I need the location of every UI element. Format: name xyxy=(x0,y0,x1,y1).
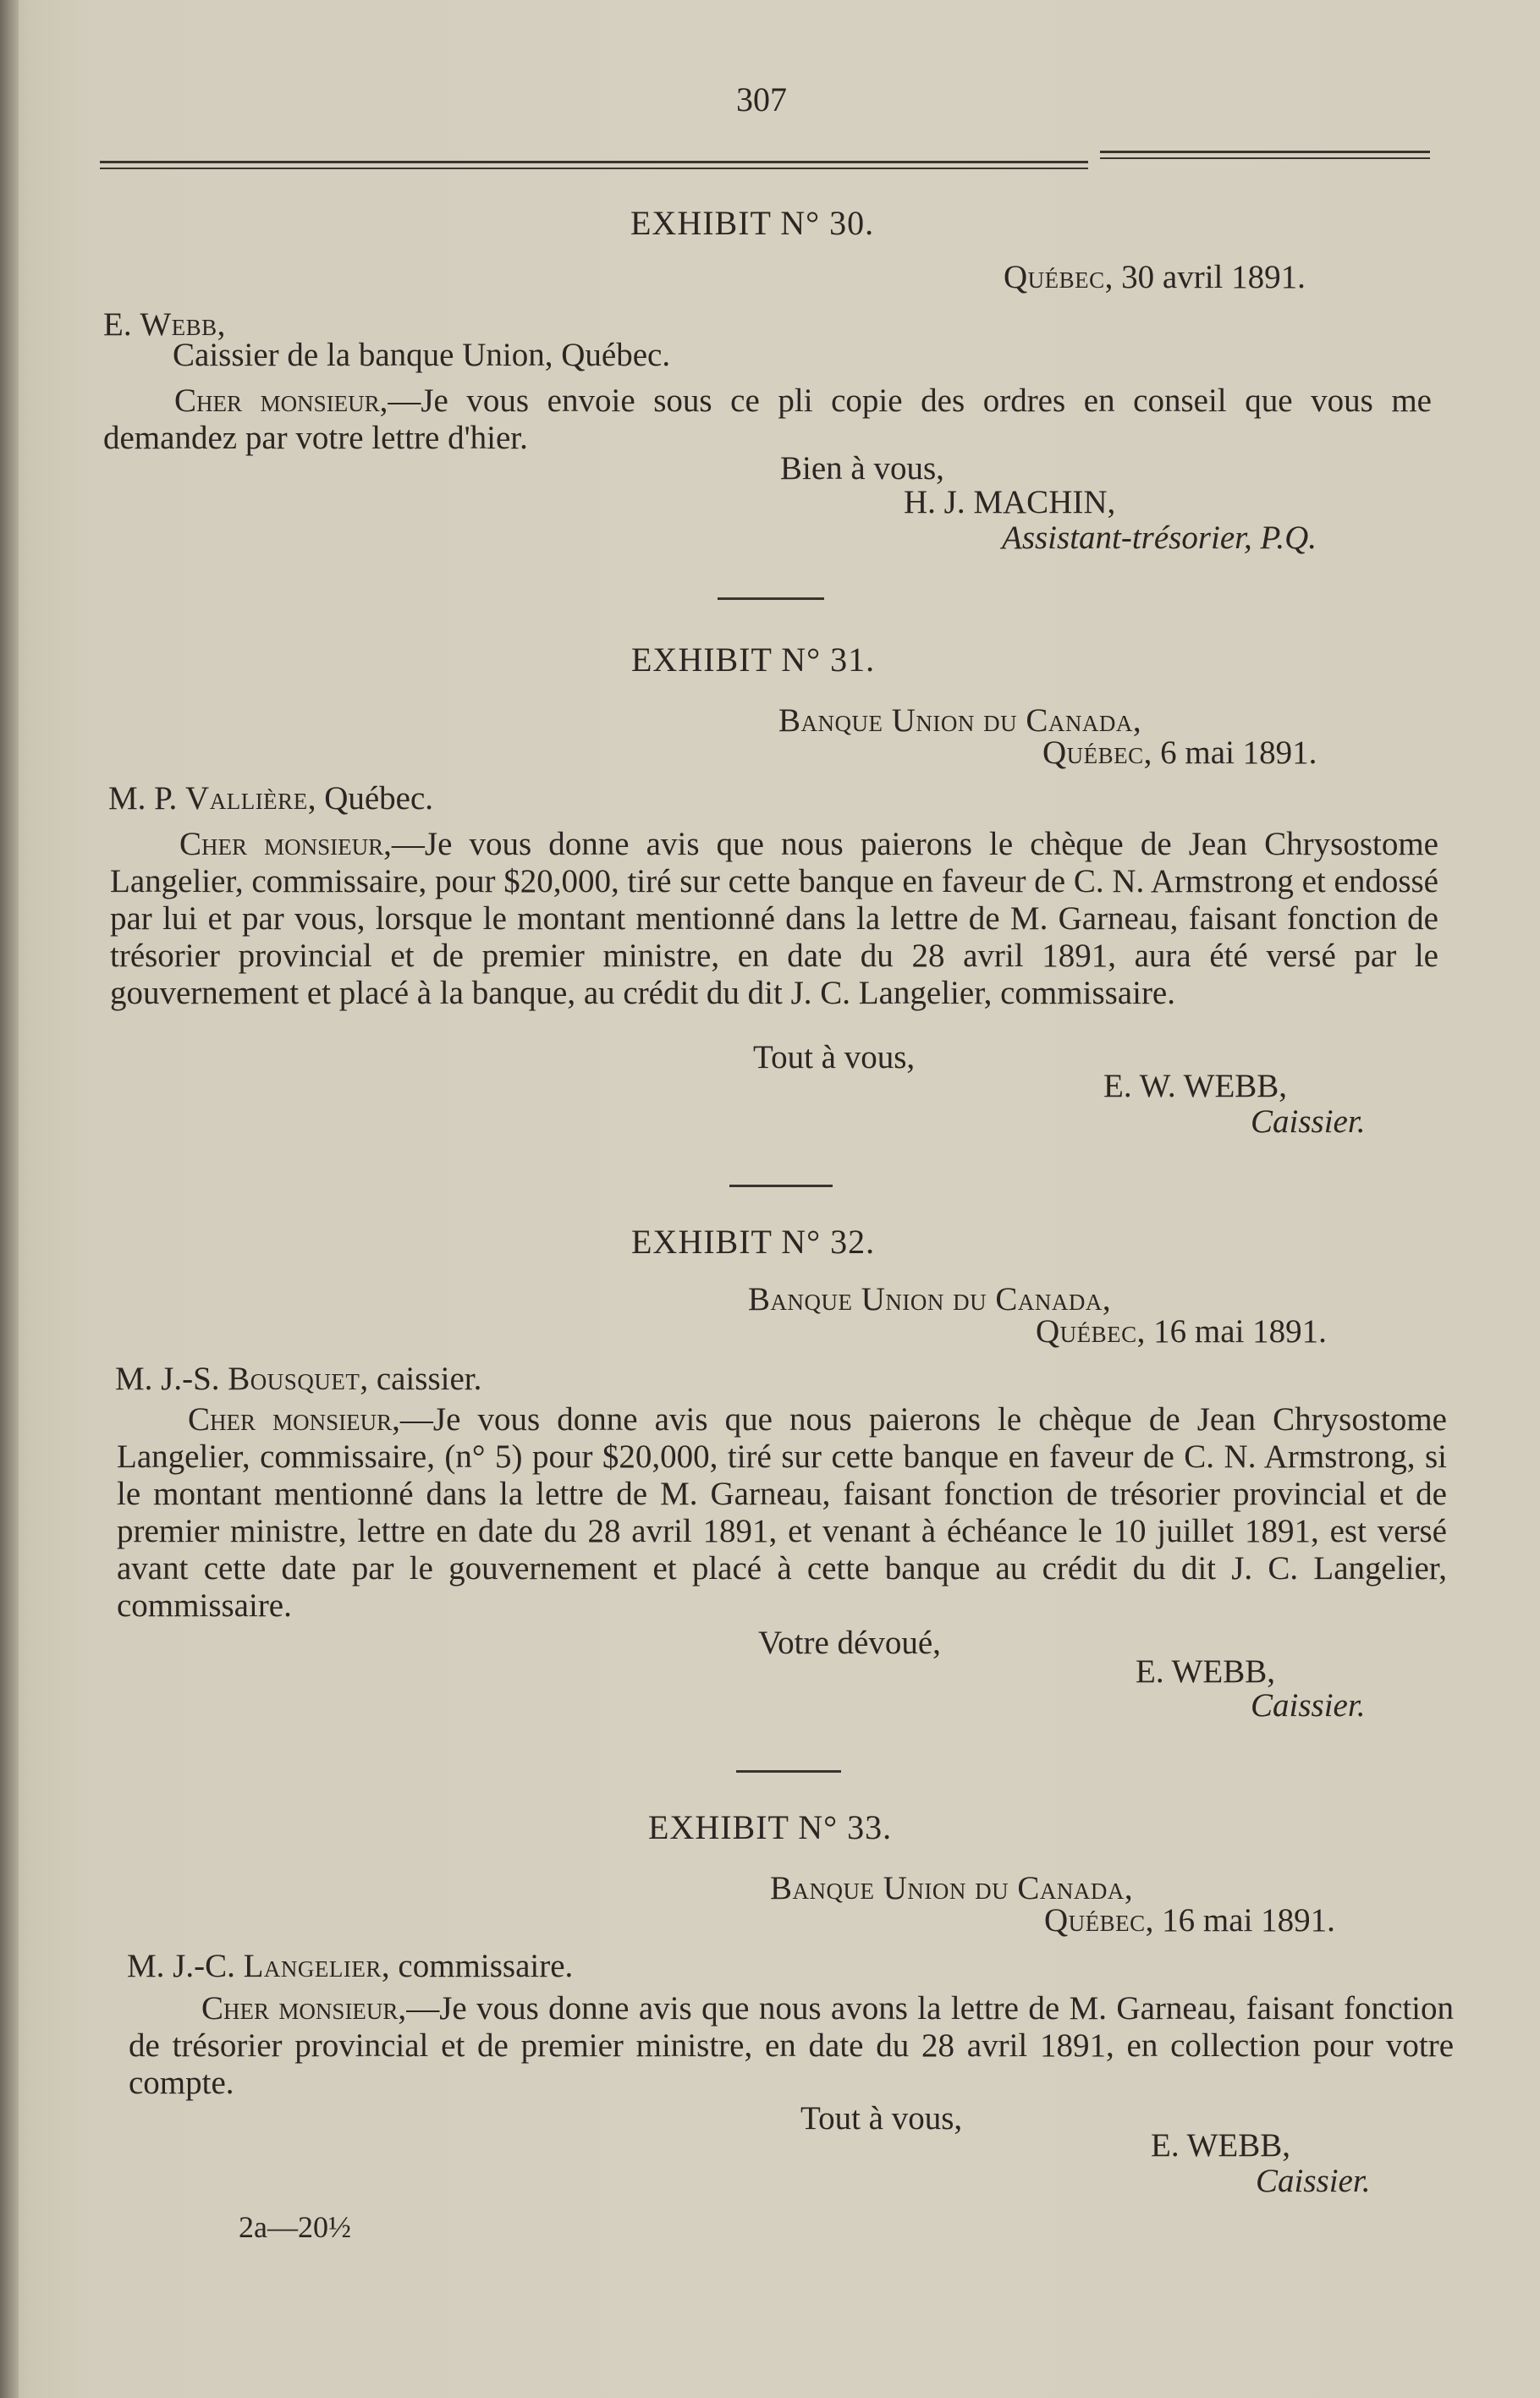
addressee-surname: Vallière xyxy=(185,780,308,817)
signer-title: Caissier. xyxy=(1251,1103,1366,1140)
addressee-surname: Webb, xyxy=(140,306,226,343)
salutation: Cher monsieur, xyxy=(179,826,392,862)
signer: H. J. MACHIN, xyxy=(904,484,1116,520)
exhibit-heading: EXHIBIT N° 33. xyxy=(648,1808,893,1846)
dateline-date: , 16 mai 1891. xyxy=(1145,1902,1335,1939)
bank-name: Banque Union du Canada, xyxy=(778,702,1142,739)
dateline xyxy=(1036,1315,1327,1348)
addressee-surname: Langelier xyxy=(243,1948,382,1984)
dateline-date: , 30 avril 1891. xyxy=(1104,259,1306,295)
addressee xyxy=(127,1950,573,1983)
addressee xyxy=(108,782,433,815)
addressee-surname: Bousquet xyxy=(228,1361,360,1397)
dateline-date: , 6 mai 1891. xyxy=(1143,734,1317,771)
bank-name: Banque Union du Canada, xyxy=(748,1281,1112,1317)
exhibit-heading: EXHIBIT N° 30. xyxy=(630,204,875,242)
addressee-prefix: M. P. xyxy=(108,780,178,817)
dateline-place: Québec xyxy=(1042,734,1144,771)
dateline xyxy=(1042,736,1317,769)
page-number: 307 xyxy=(736,80,787,118)
body-text: —Je vous donne avis que nous avons la lettre de M. Garneau, faisant fonction de trésorier provincial et de premier ministre, en date du 28 avril 1891, en collection pour votre compte. xyxy=(129,1990,1454,2101)
bank-name: Banque Union du Canada, xyxy=(770,1870,1134,1906)
signer: E. WEBB, xyxy=(1136,1653,1276,1690)
addressee xyxy=(115,1362,481,1395)
letter-body xyxy=(129,1990,1454,2102)
header-rule-right-lower xyxy=(1100,157,1430,159)
closing: Votre dévoué, xyxy=(758,1625,941,1661)
header-rule-right xyxy=(1100,151,1430,153)
addressee-title: Caissier de la banque Union, Québec. xyxy=(173,337,671,373)
header-rule-left xyxy=(100,161,1088,163)
addressee-initial: E. xyxy=(103,306,132,343)
body-text: —Je vous donne avis que nous paierons le chèque de Jean Chrysostome Langelier, commissaire, (n° 5) pour $20,000, tiré sur cette banque en faveur de C. N. Armstrong, si le montant mentionné dans la lettre de M. Garneau, faisant fonction de trésorier provincial et de premier ministre, lettre en date du 28 avril 1891, et venant à échéance le 10 juillet 1891, est versé avant cette date par le gouvernement et placé à cette banque au crédit du dit J. C. Langelier, commissaire. xyxy=(117,1401,1447,1624)
salutation: Cher monsieur, xyxy=(201,1990,407,2027)
separator-rule xyxy=(736,1770,841,1773)
separator-rule xyxy=(729,1185,833,1187)
header-rule-left-lower xyxy=(100,168,1088,169)
body-text: —Je vous donne avis que nous paierons le chèque de Jean Chrysostome Langelier, commissaire, pour $20,000, tiré sur cette banque en faveur de C. N. Armstrong et endossé par lui et par vous, lorsque le montant mentionné dans la lettre de M. Garneau, faisant fonction de trésorier provincial et de premier ministre, en date du 28 avril 1891, aura été versé par le gouvernement et placé à la banque, au crédit du dit J. C. Langelier, commissaire. xyxy=(110,826,1438,1011)
closing: Bien à vous, xyxy=(780,450,944,487)
salutation: Cher monsieur, xyxy=(188,1401,400,1438)
addressee-suffix: , commissaire. xyxy=(381,1948,574,1984)
salutation: Cher monsieur, xyxy=(174,382,388,419)
printer-signature-mark: 2a—20½ xyxy=(239,2210,351,2244)
body-text: —Je vous envoie sous ce pli copie des ordres en conseil que vous me demandez par votre lettre d'hier. xyxy=(103,382,1432,456)
letter-body xyxy=(103,382,1432,457)
letter-body xyxy=(117,1401,1447,1625)
addressee-suffix: , caissier. xyxy=(360,1361,482,1397)
dateline-place: Québec xyxy=(1036,1313,1137,1350)
signer: E. WEBB, xyxy=(1151,2127,1291,2164)
exhibit-heading: EXHIBIT N° 32. xyxy=(631,1223,876,1261)
signer-title: Caissier. xyxy=(1256,2163,1371,2199)
dateline xyxy=(1044,1904,1335,1937)
dateline xyxy=(1004,261,1306,294)
addressee-prefix: M. J.-S. xyxy=(115,1361,220,1397)
book-binding-edge xyxy=(0,0,19,2398)
signer: E. W. WEBB, xyxy=(1103,1068,1288,1104)
closing: Tout à vous, xyxy=(800,2100,963,2137)
dateline-place: Québec xyxy=(1004,259,1105,295)
signer-title: Caissier. xyxy=(1251,1687,1366,1724)
closing: Tout à vous, xyxy=(753,1039,916,1075)
dateline-date: , 16 mai 1891. xyxy=(1136,1313,1327,1350)
addressee-prefix: M. J.-C. xyxy=(127,1948,235,1984)
signer-title: Assistant-trésorier, P.Q. xyxy=(1002,520,1317,556)
addressee-suffix: , Québec. xyxy=(307,780,434,817)
exhibit-heading: EXHIBIT N° 31. xyxy=(631,641,876,679)
dateline-place: Québec xyxy=(1044,1902,1146,1939)
letter-body xyxy=(110,826,1438,1012)
separator-rule xyxy=(718,597,824,600)
